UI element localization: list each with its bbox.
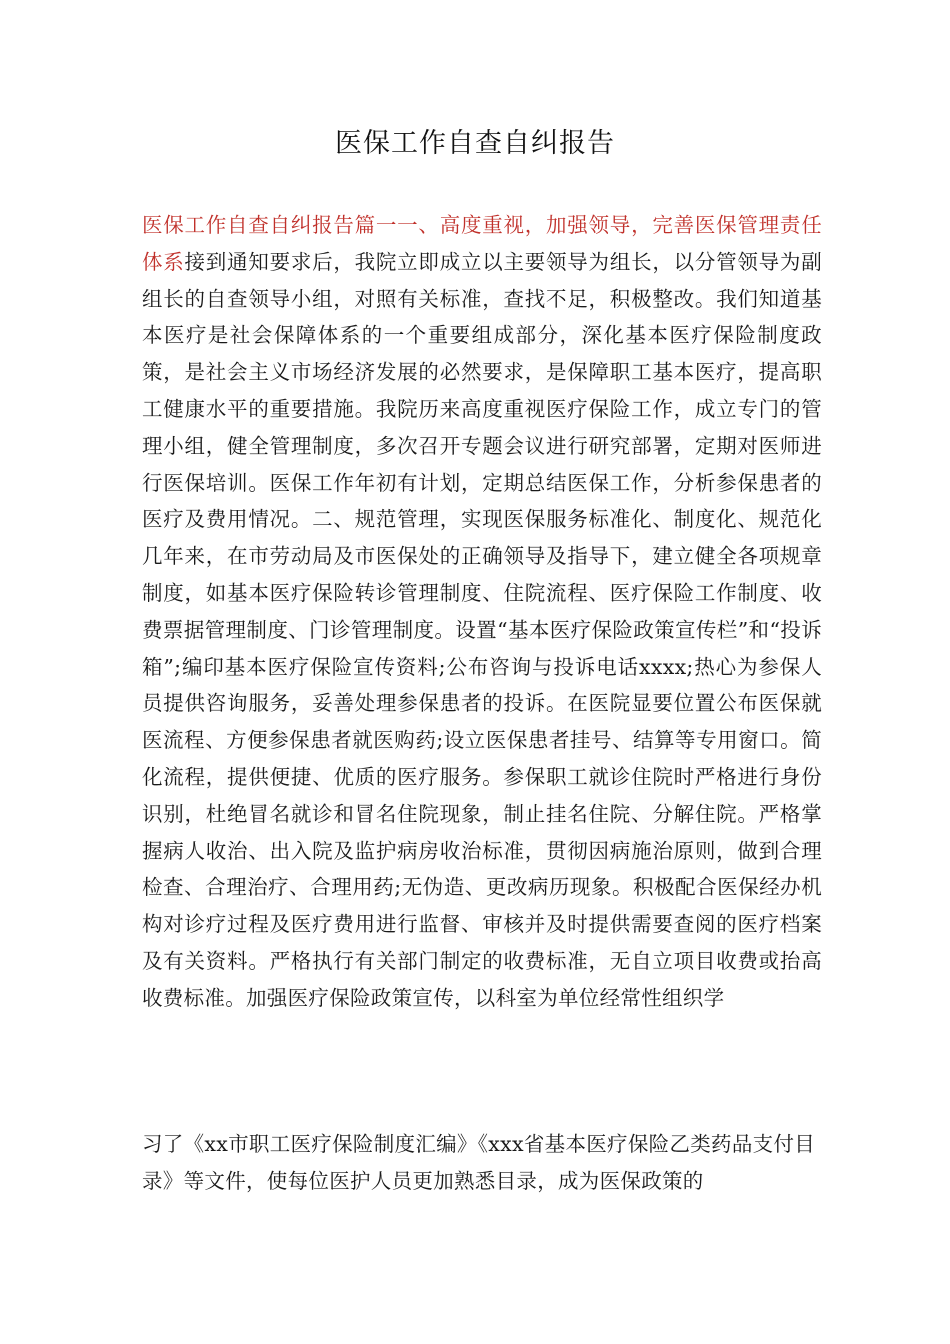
paragraph-1-text: 接到通知要求后，我院立即成立以主要领导为组长，以分管领导为副组长的自查领导小组，对照有关标准，查找不足，积极整改。我们知道基本医疗是社会保障体系的一个重要组成部分，深化基本医疗保险制度政策，是社会主义市场经济发展的必然要求，是保障职工基本医疗，提高职工健康水平的重要措施。我院历来高度重视医疗保险工作，成立专门的管理小组，健全管理制度，多次召开专题会议进行研究部署，定期对医师进行医保培训。医保工作年初有计划，定期总结医保工作，分析参保患者的医疗及费用情况。二、规范管理，实现医保服务标准化、制度化、规范化几年来，在市劳动局及市医保处的正确领导及指导下，建立健全各项规章制度，如基本医疗保险转诊管理制度、住院流程、医疗保险工作制度、收费票据管理制度、门诊管理制度。设置“基本医疗保险政策宣传栏”和“投诉箱”;编印基本医疗保险宣传资料;公布咨询与投诉电话xxxx;热心为参保人员提供咨询服务，妥善处理参保患者的投诉。在医院显要位置公布医保就医流程、方便参保患者就医购药;设立医保患者挂号、结算等专用窗口。简化流程，提供便捷、优质的医疗服务。参保职工就诊住院时严格进行身份识别，杜绝冒名就诊和冒名住院现象，制止挂名住院、分解住院。严格掌握病人收治、出入院及监护病房收治标准，贯彻因病施治原则，做到合理检查、合理治疗、合理用药;无伪造、更改病历现象。积极配合医保经办机构对诊疗过程及医疗费用进行监督、审核并及时提供需要查阅的医疗档案及有关资料。严格执行有关部门制定的收费标准，无自立项目收费或抬高收费标准。加强医疗保险政策宣传，以科室为单位经常性组织学	[142, 249, 822, 1010]
paragraph-2	[142, 1126, 822, 1200]
paragraph-1	[142, 207, 822, 1017]
paragraph-2-text: 习了《xx市职工医疗保险制度汇编》《xxx省基本医疗保险乙类药品支付目录》等文件，使每位医护人员更加熟悉目录，成为医保政策的	[142, 1132, 816, 1193]
document-title: 医保工作自查自纠报告	[335, 128, 615, 159]
section-heading: 医保工作自查自纠报告篇一一、高度重视，加强领导，完善医保管理责任体系	[142, 213, 822, 274]
